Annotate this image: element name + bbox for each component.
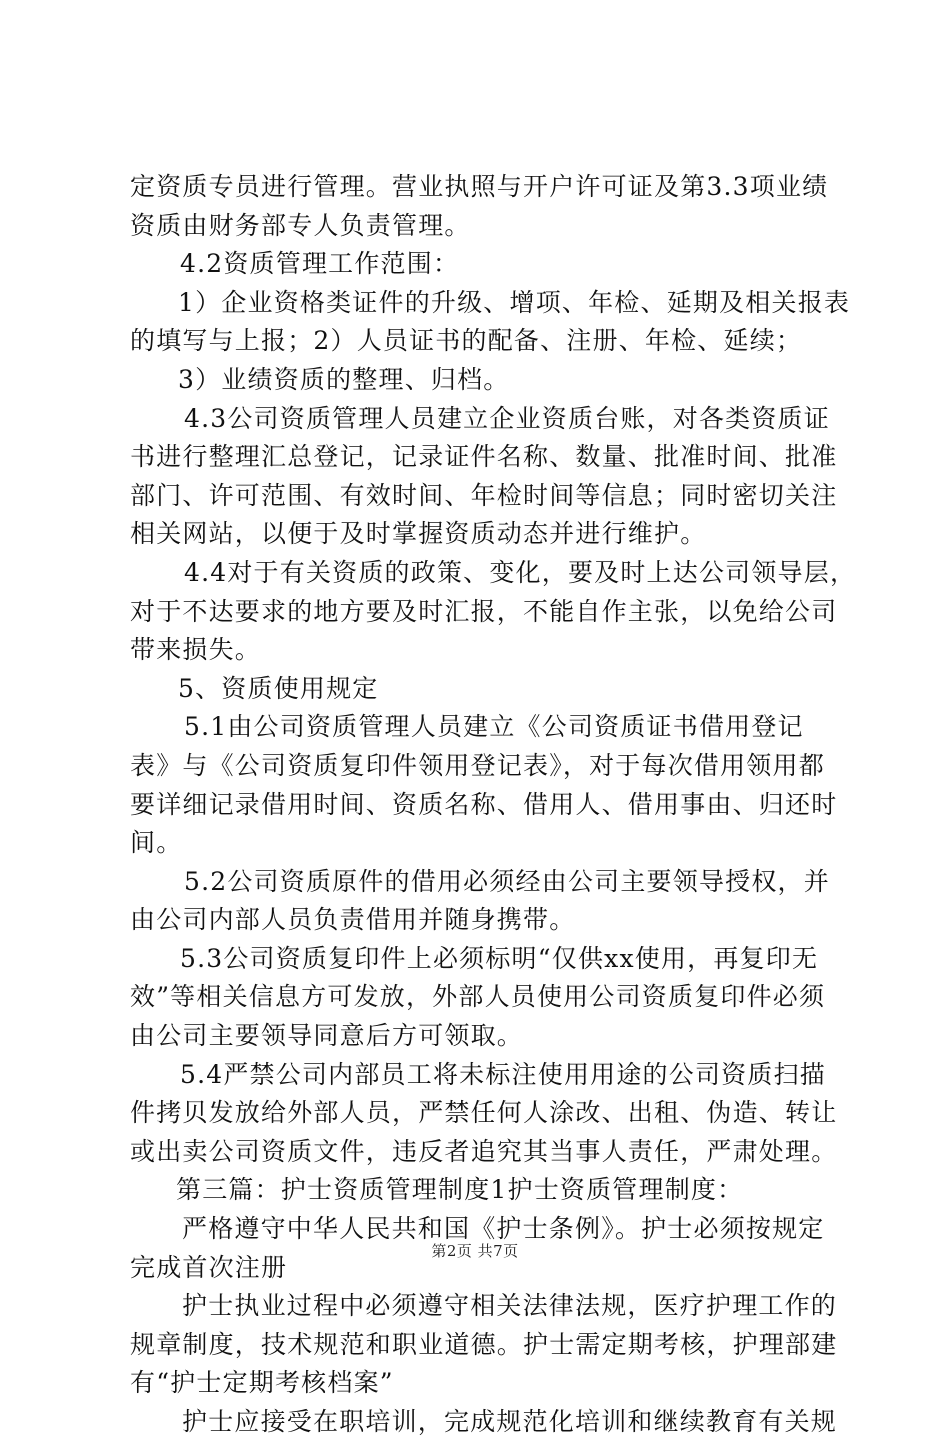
text-line: 件拷贝发放给外部人员，严禁任何人涂改、出租、伪造、转让 <box>130 1098 838 1128</box>
text-line: 部门、许可范围、有效时间、年检时间等信息；同时密切关注 <box>130 480 838 510</box>
text-line: 5.3公司资质复印件上必须标明“仅供xx使用，再复印无 <box>180 943 819 973</box>
text-line: 5.1由公司资质管理人员建立《公司资质证书借用登记 <box>184 712 804 742</box>
text-line: 护士执业过程中必须遵守相关法律法规，医疗护理工作的 <box>182 1291 838 1321</box>
text-line: 5.2公司资质原件的借用必须经由公司主要领导授权，并 <box>184 866 830 896</box>
text-line: 1）企业资格类证件的升级、增项、年检、延期及相关报表 <box>178 287 851 317</box>
text-line: 有“护士定期考核档案” <box>130 1368 394 1398</box>
text-line: 4.4对于有关资质的政策、变化，要及时上达公司领导层， <box>184 557 857 587</box>
text-line: 由公司内部人员负责借用并随身携带。 <box>130 905 576 935</box>
text-line: 护士应接受在职培训，完成规范化培训和继续教育有关规 <box>182 1407 838 1436</box>
text-line: 5.4严禁公司内部员工将未标注使用用途的公司资质扫描 <box>180 1059 826 1089</box>
text-line: 资质由财务部专人负责管理。 <box>130 210 471 240</box>
text-line: 或出卖公司资质文件，违反者追究其当事人责任，严肃处理。 <box>130 1136 838 1166</box>
text-line: 由公司主要领导同意后方可领取。 <box>130 1021 524 1051</box>
section-heading: 第三篇：护士资质管理制度1护士资质管理制度： <box>176 1175 744 1205</box>
text-line: 严格遵守中华人民共和国《护士条例》。护士必须按规定 <box>182 1214 825 1244</box>
text-line: 相关网站，以便于及时掌握资质动态并进行维护。 <box>130 519 707 549</box>
text-line: 表》与《公司资质复印件领用登记表》，对于每次借用领用都 <box>130 750 825 780</box>
text-line: 效”等相关信息方可发放，外部人员使用公司资质复印件必须 <box>130 982 826 1012</box>
text-line: 规章制度，技术规范和职业道德。护士需定期考核，护理部建 <box>130 1329 838 1359</box>
text-line: 带来损失。 <box>130 635 262 665</box>
text-line: 完成首次注册 <box>130 1252 288 1282</box>
section-heading: 5、资质使用规定 <box>178 673 379 703</box>
text-line: 4.3公司资质管理人员建立企业资质台账，对各类资质证 <box>184 403 830 433</box>
text-line: 定资质专员进行管理。营业执照与开户许可证及第3.3项业绩 <box>130 172 829 201</box>
text-line: 3）业绩资质的整理、归档。 <box>178 364 510 394</box>
text-line: 要详细记录借用时间、资质名称、借用人、借用事由、归还时 <box>130 789 838 819</box>
text-line: 对于不达要求的地方要及时汇报，不能自作主张，以免给公司 <box>130 596 838 626</box>
text-line: 间。 <box>130 828 183 858</box>
page-number-footer: 第2页 共7页 <box>431 1242 519 1260</box>
text-line: 的填写与上报；2）人员证书的配备、注册、年检、延续； <box>130 326 803 356</box>
text-line: 4.2资质管理工作范围： <box>180 249 460 279</box>
text-line: 书进行整理汇总登记，记录证件名称、数量、批准时间、批准 <box>130 442 838 472</box>
